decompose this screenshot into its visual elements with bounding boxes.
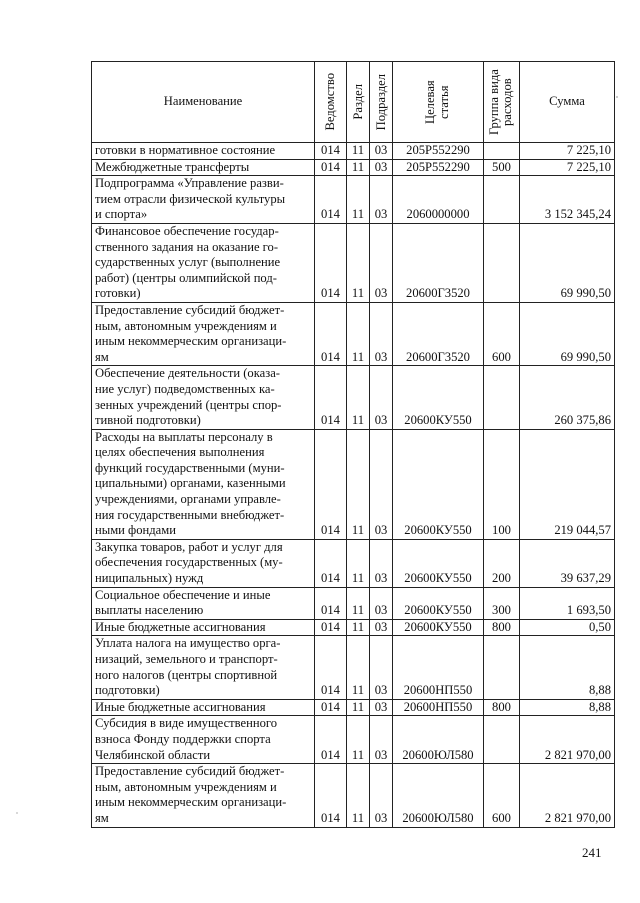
row-summa: 8,88 (520, 636, 615, 699)
table-row (92, 143, 615, 160)
row-vedomstvo: 014 (315, 302, 347, 365)
row-name: Межбюджетные трансферты (92, 159, 315, 176)
row-celevaya-statya: 20600КУ550 (393, 366, 484, 429)
row-summa: 7 225,10 (520, 159, 615, 176)
row-celevaya-statya: 20600НП550 (393, 636, 484, 699)
row-summa: 2 821 970,00 (520, 716, 615, 764)
row-celevaya-statya: 205Р552290 (393, 143, 484, 160)
row-vedomstvo: 014 (315, 716, 347, 764)
row-celevaya-statya: 20600Г3520 (393, 223, 484, 302)
row-podrazdel: 03 (370, 636, 393, 699)
header-vedomstvo: Ведомство (315, 62, 347, 143)
row-summa: 3 152 345,24 (520, 176, 615, 224)
table-row (92, 699, 615, 716)
row-gruppa (484, 143, 520, 160)
row-vedomstvo: 014 (315, 176, 347, 224)
header-razdel: Раздел (347, 62, 370, 143)
table-row (92, 176, 615, 224)
row-celevaya-statya: 2060000000 (393, 176, 484, 224)
row-celevaya-statya: 20600КУ550 (393, 619, 484, 636)
row-podrazdel: 03 (370, 366, 393, 429)
row-razdel: 11 (347, 302, 370, 365)
row-razdel: 11 (347, 223, 370, 302)
row-name: Предоставление субсидий бюджет- ным, автономным учреждениям и иным некоммерческим организаци- ям (92, 302, 315, 365)
row-name: Предоставление субсидий бюджет- ным, автономным учреждениям и иным некоммерческим организаци- ям (92, 764, 315, 827)
row-gruppa: 800 (484, 699, 520, 716)
table-row (92, 619, 615, 636)
row-name: Уплата налога на имущество орга- низаций, земельного и транспорт- ного налогов (центры спортивной подготовки) (92, 636, 315, 699)
row-podrazdel: 03 (370, 159, 393, 176)
row-vedomstvo: 014 (315, 699, 347, 716)
header-name: Наименование (92, 62, 315, 143)
header-gruppa-vida-rashodov: Группа вида расходов (484, 62, 520, 143)
table-header (92, 62, 615, 143)
row-gruppa: 300 (484, 587, 520, 619)
row-celevaya-statya: 20600Г3520 (393, 302, 484, 365)
row-summa: 0,50 (520, 619, 615, 636)
row-name: Закупка товаров, работ и услуг для обеспечения государственных (му- ниципальных) нужд (92, 539, 315, 587)
table-row (92, 587, 615, 619)
row-podrazdel: 03 (370, 699, 393, 716)
row-celevaya-statya: 20600КУ550 (393, 429, 484, 539)
row-razdel: 11 (347, 159, 370, 176)
row-razdel: 11 (347, 764, 370, 827)
row-razdel: 11 (347, 587, 370, 619)
row-gruppa: 500 (484, 159, 520, 176)
row-razdel: 11 (347, 143, 370, 160)
row-celevaya-statya: 20600КУ550 (393, 539, 484, 587)
row-vedomstvo: 014 (315, 143, 347, 160)
row-name: Иные бюджетные ассигнования (92, 619, 315, 636)
header-summa: Сумма (520, 62, 615, 143)
row-name: Финансовое обеспечение государ- ственного задания на оказание го- сударственных услуг (выполнение работ) (центры олимпийской под- готовки) (92, 223, 315, 302)
row-vedomstvo: 014 (315, 539, 347, 587)
row-name: Расходы на выплаты персоналу в целях обеспечения выполнения функций государственными (муни- ципальными) органами, казенными учреждениями, органами управле- ния государственными внебюджет- ными фондами (92, 429, 315, 539)
table-row (92, 539, 615, 587)
row-gruppa (484, 636, 520, 699)
row-razdel: 11 (347, 716, 370, 764)
row-gruppa (484, 176, 520, 224)
row-podrazdel: 03 (370, 764, 393, 827)
row-podrazdel: 03 (370, 143, 393, 160)
row-gruppa (484, 366, 520, 429)
row-summa: 7 225,10 (520, 143, 615, 160)
row-gruppa: 100 (484, 429, 520, 539)
row-name: Подпрограмма «Управление разви- тием отрасли физической культуры и спорта» (92, 176, 315, 224)
row-name: готовки в нормативное состояние (92, 143, 315, 160)
row-name: Субсидия в виде имущественного взноса Фонду поддержки спорта Челябинской области (92, 716, 315, 764)
row-summa: 69 990,50 (520, 302, 615, 365)
row-razdel: 11 (347, 366, 370, 429)
row-razdel: 11 (347, 176, 370, 224)
header-podrazdel: Подраздел (370, 62, 393, 143)
row-vedomstvo: 014 (315, 223, 347, 302)
row-celevaya-statya: 20600ЮЛ580 (393, 764, 484, 827)
row-summa: 1 693,50 (520, 587, 615, 619)
row-vedomstvo: 014 (315, 587, 347, 619)
budget-table (91, 61, 615, 828)
table-row (92, 636, 615, 699)
row-celevaya-statya: 20600КУ550 (393, 587, 484, 619)
table-row (92, 764, 615, 827)
row-celevaya-statya: 20600НП550 (393, 699, 484, 716)
row-summa: 8,88 (520, 699, 615, 716)
row-gruppa (484, 716, 520, 764)
row-razdel: 11 (347, 619, 370, 636)
row-podrazdel: 03 (370, 716, 393, 764)
row-gruppa: 800 (484, 619, 520, 636)
row-vedomstvo: 014 (315, 636, 347, 699)
row-vedomstvo: 014 (315, 764, 347, 827)
table-row (92, 223, 615, 302)
row-razdel: 11 (347, 429, 370, 539)
scan-speck (16, 812, 18, 814)
row-gruppa: 600 (484, 764, 520, 827)
page-number: 241 (582, 845, 602, 860)
table-row (92, 366, 615, 429)
row-summa: 69 990,50 (520, 223, 615, 302)
row-summa: 2 821 970,00 (520, 764, 615, 827)
row-podrazdel: 03 (370, 587, 393, 619)
row-podrazdel: 03 (370, 302, 393, 365)
row-summa: 39 637,29 (520, 539, 615, 587)
row-gruppa: 200 (484, 539, 520, 587)
row-vedomstvo: 014 (315, 366, 347, 429)
row-podrazdel: 03 (370, 176, 393, 224)
table-row (92, 302, 615, 365)
scan-speck (616, 96, 618, 98)
row-razdel: 11 (347, 636, 370, 699)
row-summa: 219 044,57 (520, 429, 615, 539)
row-podrazdel: 03 (370, 619, 393, 636)
row-podrazdel: 03 (370, 539, 393, 587)
table-row (92, 429, 615, 539)
row-podrazdel: 03 (370, 223, 393, 302)
table-body (92, 143, 615, 828)
row-celevaya-statya: 205Р552290 (393, 159, 484, 176)
row-name: Иные бюджетные ассигнования (92, 699, 315, 716)
row-vedomstvo: 014 (315, 429, 347, 539)
row-razdel: 11 (347, 539, 370, 587)
header-celevaya-statya: Целевая статья (393, 62, 484, 143)
row-gruppa: 600 (484, 302, 520, 365)
table-row (92, 716, 615, 764)
row-gruppa (484, 223, 520, 302)
row-name: Социальное обеспечение и иные выплаты населению (92, 587, 315, 619)
row-podrazdel: 03 (370, 429, 393, 539)
table-row (92, 159, 615, 176)
row-vedomstvo: 014 (315, 619, 347, 636)
row-name: Обеспечение деятельности (оказа- ние услуг) подведомственных ка- зенных учреждений (центры спор- тивной подготовки) (92, 366, 315, 429)
row-celevaya-statya: 20600ЮЛ580 (393, 716, 484, 764)
row-razdel: 11 (347, 699, 370, 716)
row-summa: 260 375,86 (520, 366, 615, 429)
row-vedomstvo: 014 (315, 159, 347, 176)
